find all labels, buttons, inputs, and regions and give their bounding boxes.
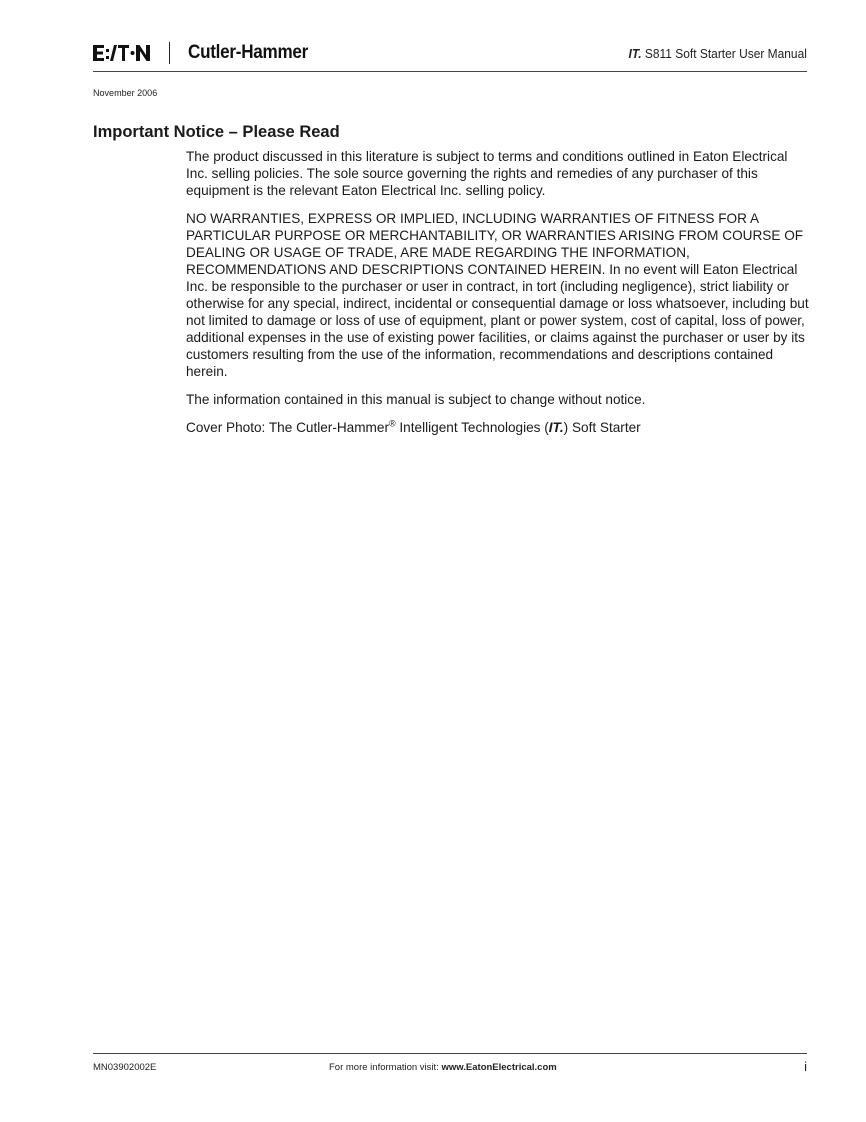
header-divider <box>169 42 170 64</box>
registered-mark: ® <box>388 418 396 429</box>
manual-title-text: S811 Soft Starter User Manual <box>641 46 807 61</box>
brand-name: Cutler-Hammer <box>188 42 309 63</box>
cover-photo-credit <box>186 419 810 436</box>
footer-website-link[interactable]: www.EatonElectrical.com <box>441 1062 557 1073</box>
document-number: MN03902002E <box>93 1062 157 1073</box>
page-header <box>93 40 807 72</box>
product-abbrev: IT. <box>628 46 642 61</box>
cover-prefix: Cover Photo: The Cutler-Hammer <box>186 420 389 435</box>
notice-paragraph-terms: The product discussed in this literature is subject to terms and conditions outlined in Eaton Electrical Inc. selling policies. The sole source governing the rights and remedies of any purchaser of this equipment is the relevant Eaton Electrical Inc. selling policy. <box>186 149 788 198</box>
cover-suffix: ) Soft Starter <box>563 420 641 435</box>
notice-heading: Important Notice – Please Read <box>93 123 340 141</box>
notice-paragraph-warranty: NO WARRANTIES, EXPRESS OR IMPLIED, INCLUDING WARRANTIES OF FITNESS FOR A PARTICULAR PURPOSE OR MERCHANTABILITY, OR WARRANTIES ARISING FROM COURSE OF DEALING OR USAGE OF TRADE, ARE MADE REGARDING THE INFORMATION, RECOMMENDATIONS AND DESCRIPTIONS CONTAINED HEREIN. In no event will Eaton Electrical Inc. be responsible to the purchaser or user in contract, in tort (including negligence), strict liability or otherwise for any special, indirect, incidental or consequential damage or loss whatsoever, including but not limited to damage or loss of use of equipment, plant or power system, cost of capital, loss of power, additional expenses in the use of existing power facilities, or claims against the purchaser or user by its customers resulting from the use of the information, recommendations and descriptions contained herein. <box>186 211 809 379</box>
cover-middle: Intelligent Technologies ( <box>395 420 549 435</box>
publication-date: November 2006 <box>93 88 158 99</box>
eaton-logo <box>93 45 151 61</box>
manual-title <box>629 46 807 61</box>
page-number: i <box>804 1059 807 1074</box>
footer-rule <box>93 1053 807 1054</box>
logo-group <box>93 42 321 64</box>
notice-body <box>186 148 810 447</box>
header-rule <box>93 71 807 72</box>
footer-info-prefix: For more information visit: <box>329 1062 442 1073</box>
notice-paragraph-change: The information contained in this manual is subject to change without notice. <box>186 392 646 407</box>
cover-product-abbrev: IT. <box>548 420 564 435</box>
footer-info <box>329 1062 557 1073</box>
